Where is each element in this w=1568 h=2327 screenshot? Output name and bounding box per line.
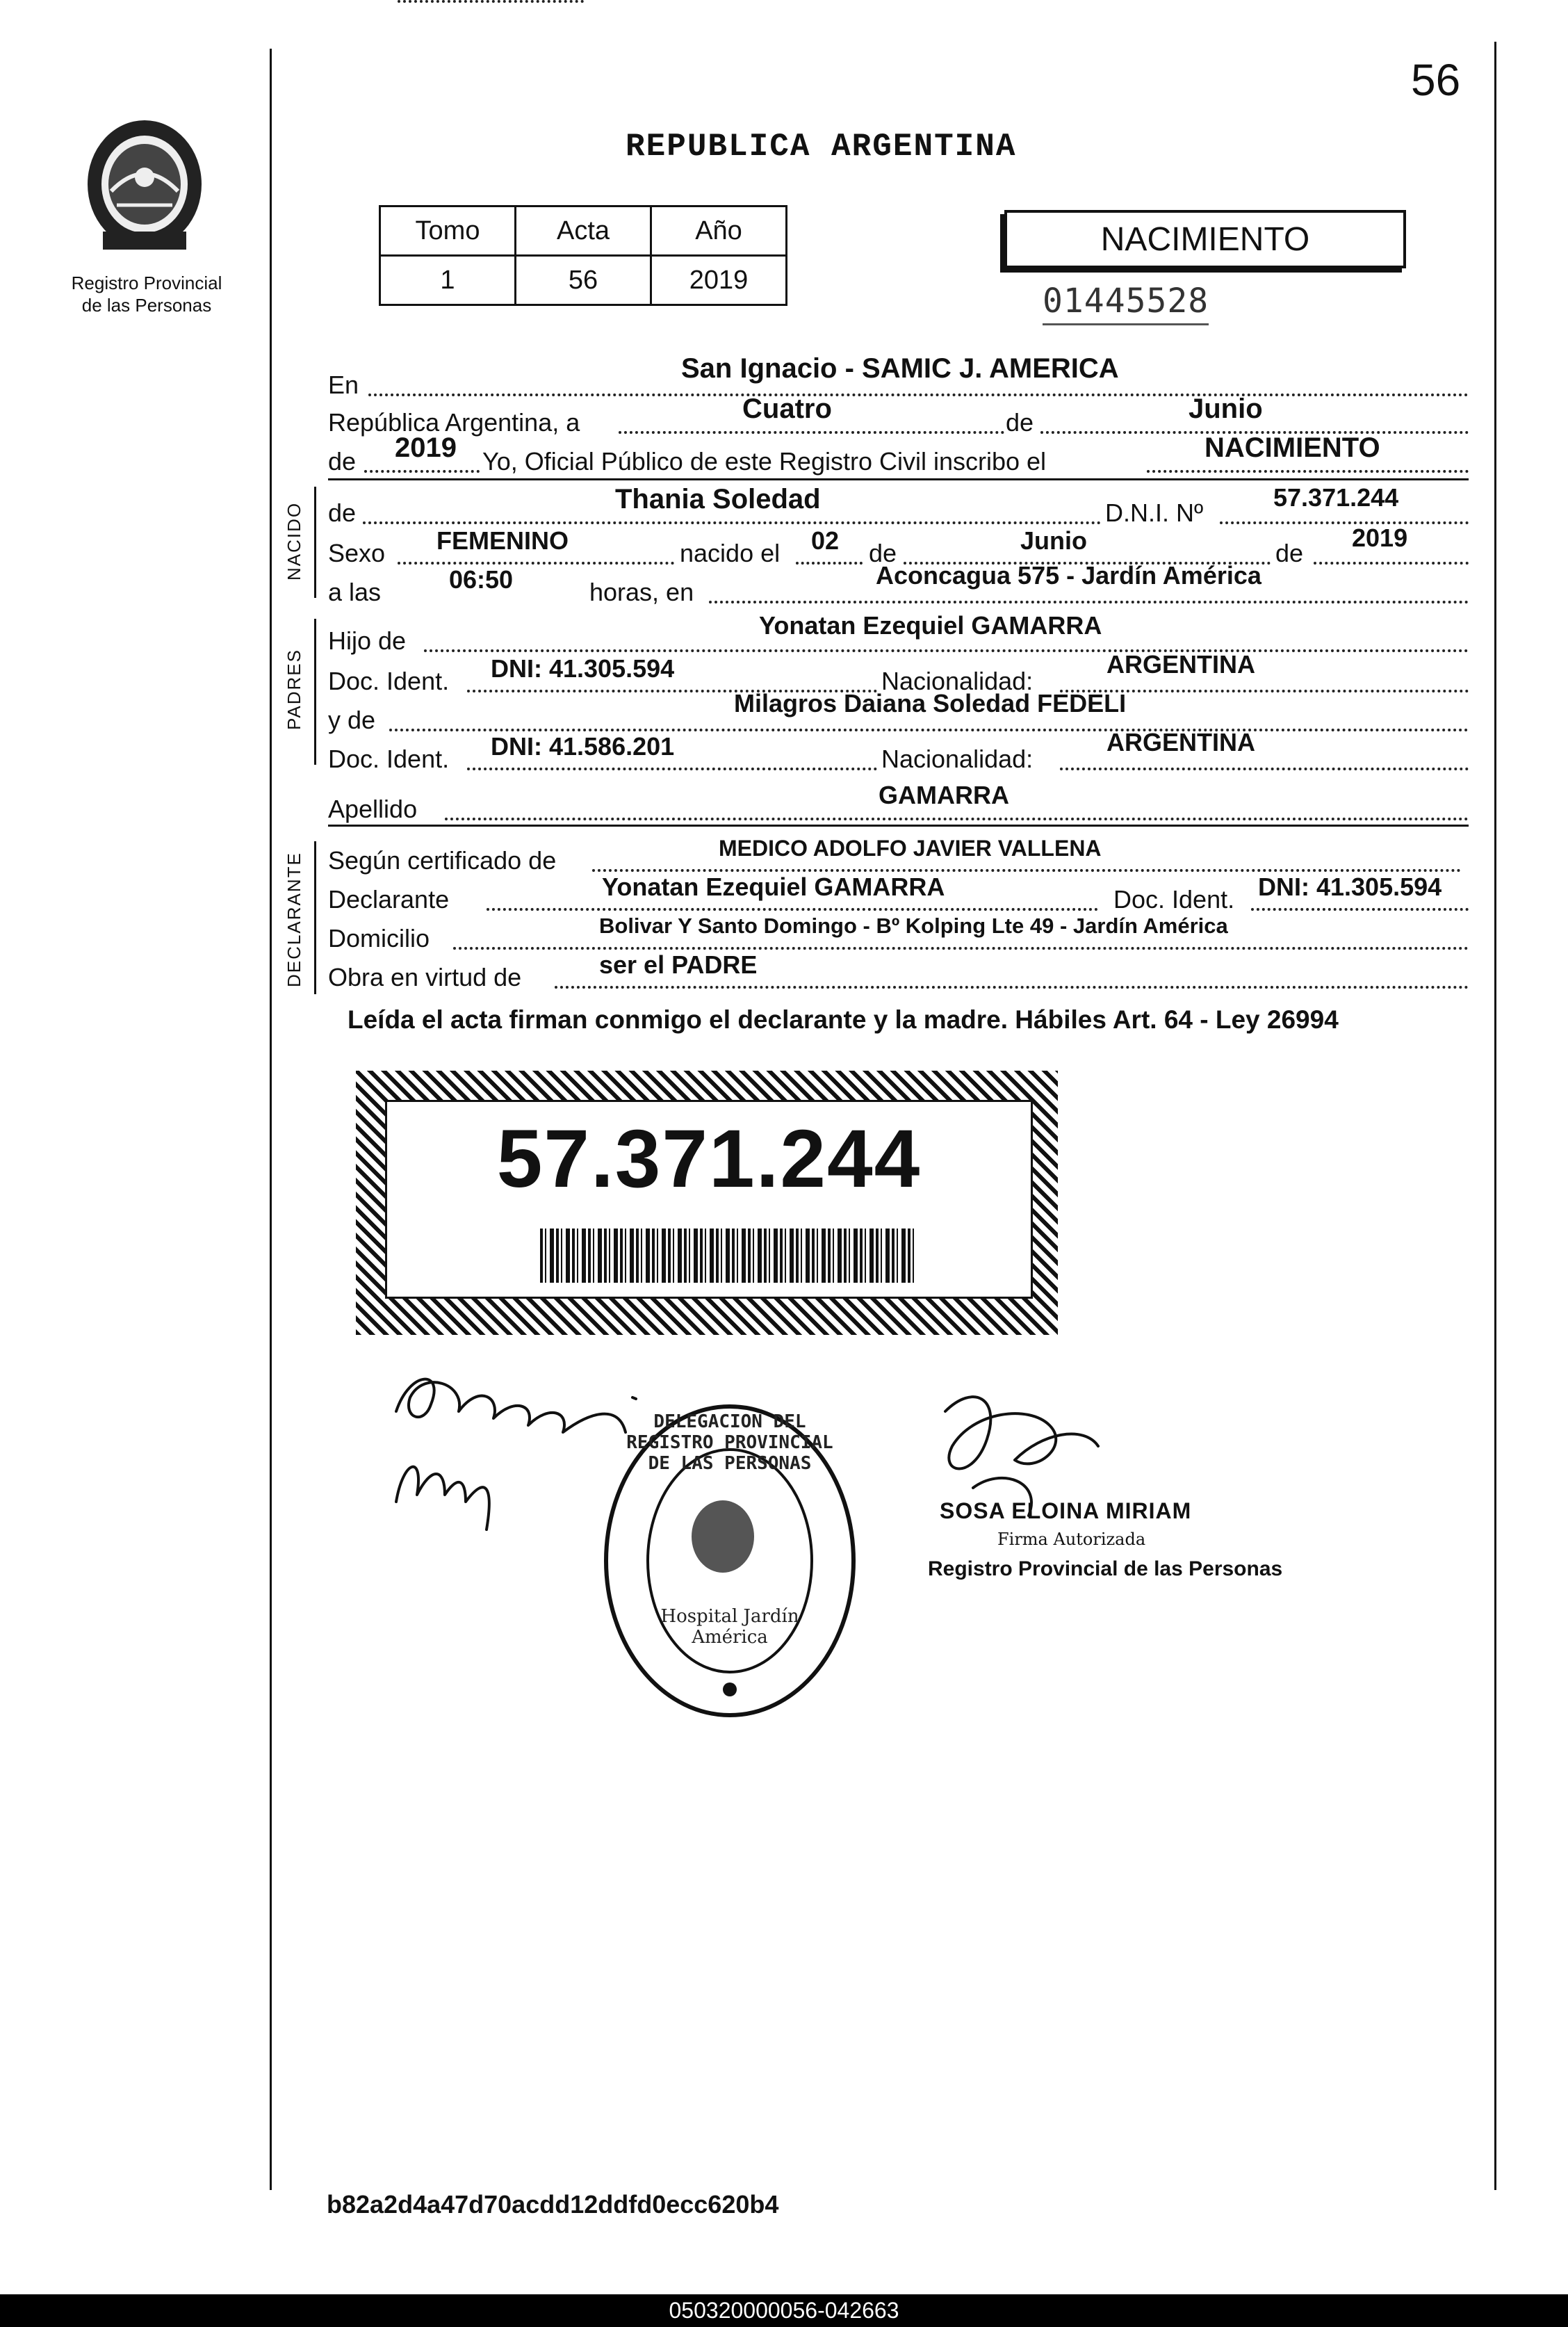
certificado-value: MEDICO ADOLFO JAVIER VALLENA bbox=[719, 836, 1102, 861]
padre-value: Yonatan Ezequiel GAMARRA bbox=[759, 611, 1102, 640]
stamp-outer-text: DELEGACION DEL REGISTRO PROVINCIAL DE LAS PERSONAS bbox=[626, 1411, 833, 1474]
de-label-1: de bbox=[1006, 408, 1034, 437]
inscribo-label: Yo, Oficial Público de este Registro Civil inscribo el bbox=[482, 447, 1047, 476]
inscribo-dots bbox=[1147, 470, 1469, 473]
hora-dots bbox=[398, 0, 584, 3]
sexo-label: Sexo bbox=[328, 539, 386, 567]
footer-bar bbox=[0, 2294, 1568, 2327]
y-de-label: y de bbox=[328, 706, 376, 734]
header-anio: Año bbox=[651, 206, 787, 256]
padres-section-label: PADRES bbox=[284, 649, 304, 730]
nacido-de-label: de bbox=[328, 498, 357, 527]
apellido-value: GAMARRA bbox=[879, 781, 1009, 809]
en-value: San Ignacio - SAMIC J. AMERICA bbox=[681, 353, 1119, 384]
declarante-doc-dots bbox=[1251, 908, 1469, 911]
certificado-label: Según certificado de bbox=[328, 846, 557, 875]
stamp-inner-text: Hospital Jardín América bbox=[660, 1606, 799, 1648]
page-number: 56 bbox=[1411, 55, 1461, 105]
padre-doc-value: DNI: 41.305.594 bbox=[491, 654, 675, 683]
padre-nac-label: Nacionalidad: bbox=[881, 667, 1034, 695]
madre-nac-dots bbox=[1060, 768, 1469, 770]
de-label-4: de bbox=[1275, 539, 1304, 567]
header-tomo: Tomo bbox=[380, 206, 516, 256]
republica-label: República Argentina, a bbox=[328, 408, 580, 437]
value-tomo: 1 bbox=[380, 256, 516, 305]
declarante-bracket bbox=[314, 841, 316, 994]
padres-bracket bbox=[314, 619, 316, 765]
document-hash: b82a2d4a47d70acdd12ddfd0ecc620b4 bbox=[327, 2190, 779, 2219]
record-table bbox=[379, 205, 787, 306]
authority-office: Registro Provincial de las Personas bbox=[928, 1557, 1283, 1580]
madre-doc-label: Doc. Ident. bbox=[328, 745, 450, 773]
header-divider bbox=[328, 478, 1469, 480]
dni-label: D.N.I. Nº bbox=[1105, 498, 1204, 527]
anio-value: 2019 bbox=[395, 432, 457, 463]
authority-name: SOSA ELOINA MIRIAM bbox=[940, 1498, 1192, 1523]
declarante-label: Declarante bbox=[328, 885, 450, 914]
horas-en-label: horas, en bbox=[589, 578, 694, 606]
dia-dots bbox=[619, 431, 1004, 434]
dia-value: Cuatro bbox=[742, 394, 832, 424]
madre-nac-value: ARGENTINA bbox=[1106, 728, 1255, 756]
act-type-box bbox=[1004, 210, 1406, 268]
sexo-dots bbox=[398, 562, 674, 565]
padre-dots bbox=[424, 649, 1469, 652]
de-label-3: de bbox=[869, 539, 897, 567]
registry-stamp bbox=[598, 1397, 862, 1724]
seal-emblem-icon bbox=[75, 115, 214, 254]
dni-sticker-number: 57.371.244 bbox=[496, 1113, 922, 1205]
en-label: En bbox=[328, 371, 359, 399]
hora-value: 06:50 bbox=[449, 565, 514, 594]
madre-value: Milagros Daiana Soledad FEDELI bbox=[734, 689, 1127, 717]
apellido-dots bbox=[445, 818, 1469, 820]
nombre-dots bbox=[363, 521, 1101, 524]
madre-doc-dots bbox=[467, 768, 877, 770]
madre-nac-label: Nacionalidad: bbox=[881, 745, 1034, 773]
hijo-de-label: Hijo de bbox=[328, 626, 407, 655]
dni-sticker-inner bbox=[385, 1100, 1033, 1299]
mes-nac-value: Junio bbox=[1020, 526, 1087, 555]
anio-nac-value: 2019 bbox=[1352, 524, 1408, 552]
province-seal bbox=[75, 115, 214, 254]
dia-nac-value: 02 bbox=[811, 526, 840, 555]
padre-nac-value: ARGENTINA bbox=[1106, 650, 1255, 679]
declarante-value: Yonatan Ezequiel GAMARRA bbox=[602, 873, 945, 901]
apellido-divider bbox=[328, 825, 1469, 827]
barcode bbox=[540, 1229, 915, 1283]
de-label-2: de bbox=[328, 447, 357, 476]
padre-doc-label: Doc. Ident. bbox=[328, 667, 450, 695]
madre-doc-value: DNI: 41.586.201 bbox=[491, 732, 675, 761]
obra-label: Obra en virtud de bbox=[328, 963, 522, 991]
seal-caption-line2: de las Personas bbox=[81, 295, 212, 316]
mes-value: Junio bbox=[1189, 394, 1263, 424]
dni-sticker bbox=[356, 1071, 1058, 1335]
closing-text: Leída el acta firman conmigo el declarante y la madre. Hábiles Art. 64 - Ley 26994 bbox=[348, 1005, 1339, 1034]
value-anio: 2019 bbox=[651, 256, 787, 305]
footer-code: 050320000056-042663 bbox=[669, 2298, 899, 2323]
apellido-label: Apellido bbox=[328, 795, 418, 823]
a-las-label: a las bbox=[328, 578, 382, 606]
declarante-section-label: DECLARANTE bbox=[284, 852, 304, 987]
nacido-section-label: NACIDO bbox=[284, 501, 304, 581]
value-acta: 56 bbox=[516, 256, 651, 305]
obra-dots bbox=[555, 986, 1469, 989]
seal-caption-line1: Registro Provincial bbox=[71, 273, 222, 293]
act-type-label: NACIMIENTO bbox=[1100, 220, 1310, 258]
lugar-value: Aconcagua 575 - Jardín América bbox=[876, 561, 1261, 590]
header-acta: Acta bbox=[516, 206, 651, 256]
obra-value: ser el PADRE bbox=[599, 950, 758, 979]
domicilio-value: Bolivar Y Santo Domingo - Bº Kolping Lte 49 - Jardín América bbox=[599, 914, 1228, 938]
dni-value: 57.371.244 bbox=[1273, 483, 1399, 512]
dni-dots bbox=[1220, 521, 1469, 524]
nacido-bracket bbox=[314, 487, 316, 598]
document-title: REPUBLICA ARGENTINA bbox=[626, 129, 1017, 165]
dia-nac-dots bbox=[796, 562, 863, 565]
left-margin-rule bbox=[270, 49, 272, 2190]
declarante-doc-value: DNI: 41.305.594 bbox=[1258, 873, 1442, 901]
nacido-el-label: nacido el bbox=[680, 539, 781, 567]
inscribo-value: NACIMIENTO bbox=[1204, 432, 1380, 463]
authority-role: Firma Autorizada bbox=[997, 1530, 1146, 1549]
anio-dots bbox=[364, 470, 480, 473]
serial-stamp: 01445528 bbox=[1043, 282, 1209, 325]
lugar-dots bbox=[709, 601, 1469, 603]
en-dots bbox=[368, 394, 1469, 396]
anio-nac-dots bbox=[1314, 562, 1469, 565]
right-margin-rule bbox=[1494, 42, 1496, 2190]
sexo-value: FEMENINO bbox=[436, 526, 569, 555]
declarante-doc-label: Doc. Ident. bbox=[1113, 885, 1235, 914]
domicilio-label: Domicilio bbox=[328, 924, 430, 952]
nombre-value: Thania Soledad bbox=[615, 484, 821, 514]
